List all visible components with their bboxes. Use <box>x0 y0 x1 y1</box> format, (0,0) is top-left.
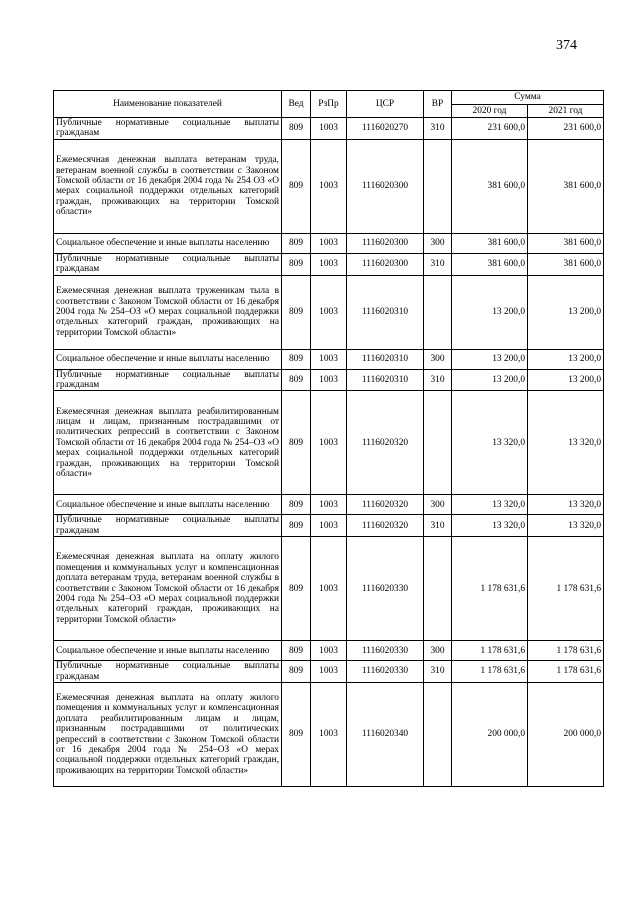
cell-rzpr: 1003 <box>311 683 347 787</box>
cell-vr: 300 <box>424 233 452 253</box>
cell-vr <box>424 391 452 495</box>
cell-ved: 809 <box>282 641 311 661</box>
cell-vr <box>424 139 452 233</box>
cell-rzpr: 1003 <box>311 233 347 253</box>
cell-2021: 1 178 631,6 <box>528 641 604 661</box>
table-row <box>54 515 604 537</box>
table-header <box>54 91 604 118</box>
table-row <box>54 253 604 275</box>
cell-name: Публичные нормативные социальные выплаты гражданам <box>54 661 282 683</box>
cell-vr: 300 <box>424 495 452 515</box>
cell-ved: 809 <box>282 275 311 349</box>
cell-ved: 809 <box>282 233 311 253</box>
cell-rzpr: 1003 <box>311 391 347 495</box>
table-row <box>54 641 604 661</box>
cell-rzpr: 1003 <box>311 537 347 641</box>
cell-name: Социальное обеспечение и иные выплаты населению <box>54 349 282 369</box>
cell-rzpr: 1003 <box>311 349 347 369</box>
table-row <box>54 233 604 253</box>
cell-2020: 200 000,0 <box>452 683 528 787</box>
cell-ved: 809 <box>282 515 311 537</box>
cell-csr: 1116020300 <box>347 139 424 233</box>
cell-2021: 13 320,0 <box>528 391 604 495</box>
cell-2021: 1 178 631,6 <box>528 661 604 683</box>
cell-vr: 310 <box>424 369 452 391</box>
cell-name: Социальное обеспечение и иные выплаты населению <box>54 495 282 515</box>
cell-csr: 1116020310 <box>347 275 424 349</box>
cell-name: Публичные нормативные социальные выплаты гражданам <box>54 118 282 140</box>
cell-name: Ежемесячная денежная выплата ветеранам труда, ветеранам военной службы в соответствии с Законом Томской области от 16 декабря 2004 года № 254 ОЗ «О мерах социальной поддержки отдельных категорий граждан, проживающих на территории Томской области» <box>54 139 282 233</box>
cell-name: Публичные нормативные социальные выплаты гражданам <box>54 369 282 391</box>
cell-csr: 1116020320 <box>347 515 424 537</box>
cell-vr <box>424 275 452 349</box>
cell-2020: 13 200,0 <box>452 349 528 369</box>
table-body <box>54 118 604 787</box>
cell-2020: 1 178 631,6 <box>452 641 528 661</box>
cell-vr <box>424 537 452 641</box>
header-year-2020: 2020 год <box>452 105 528 118</box>
cell-ved: 809 <box>282 495 311 515</box>
cell-2021: 381 600,0 <box>528 139 604 233</box>
cell-rzpr: 1003 <box>311 515 347 537</box>
cell-2021: 381 600,0 <box>528 233 604 253</box>
cell-2020: 381 600,0 <box>452 253 528 275</box>
cell-name: Ежемесячная денежная выплата труженикам тыла в соответствии с Законом Томской области от 16 декабря 2004 года № 254–ОЗ «О мерах социальной поддержки отдельных категорий граждан, проживающих на территории Томской области» <box>54 275 282 349</box>
table-row <box>54 139 604 233</box>
header-csr: ЦСР <box>347 91 424 118</box>
cell-csr: 1116020330 <box>347 641 424 661</box>
cell-csr: 1116020300 <box>347 253 424 275</box>
cell-ved: 809 <box>282 661 311 683</box>
cell-csr: 1116020330 <box>347 537 424 641</box>
cell-rzpr: 1003 <box>311 253 347 275</box>
cell-vr <box>424 683 452 787</box>
budget-table <box>53 90 604 787</box>
cell-rzpr: 1003 <box>311 641 347 661</box>
cell-name: Публичные нормативные социальные выплаты гражданам <box>54 253 282 275</box>
table-row <box>54 275 604 349</box>
cell-2021: 13 320,0 <box>528 515 604 537</box>
header-vr: ВР <box>424 91 452 118</box>
table-row <box>54 349 604 369</box>
cell-ved: 809 <box>282 139 311 233</box>
table-row <box>54 537 604 641</box>
header-ved: Вед <box>282 91 311 118</box>
cell-ved: 809 <box>282 369 311 391</box>
cell-2021: 231 600,0 <box>528 118 604 140</box>
cell-rzpr: 1003 <box>311 369 347 391</box>
cell-vr: 310 <box>424 118 452 140</box>
cell-2020: 381 600,0 <box>452 139 528 233</box>
cell-2021: 13 200,0 <box>528 369 604 391</box>
cell-rzpr: 1003 <box>311 118 347 140</box>
cell-rzpr: 1003 <box>311 661 347 683</box>
cell-csr: 1116020340 <box>347 683 424 787</box>
table-row <box>54 369 604 391</box>
table-row <box>54 683 604 787</box>
cell-2020: 1 178 631,6 <box>452 537 528 641</box>
cell-ved: 809 <box>282 391 311 495</box>
cell-name: Социальное обеспечение и иные выплаты населению <box>54 233 282 253</box>
cell-csr: 1116020320 <box>347 495 424 515</box>
cell-2021: 13 320,0 <box>528 495 604 515</box>
cell-csr: 1116020330 <box>347 661 424 683</box>
cell-rzpr: 1003 <box>311 139 347 233</box>
cell-2020: 13 320,0 <box>452 391 528 495</box>
cell-vr: 310 <box>424 253 452 275</box>
table-row <box>54 118 604 140</box>
cell-name: Ежемесячная денежная выплата на оплату жилого помещения и коммунальных услуг и компенсационная доплата реабилитированным лицам и лицам, признанным пострадавшими от политических репрессий в соответствии с Законом Томской области от 16 декабря 2004 года № 254–ОЗ «О мерах социальной поддержки отдельных категорий граждан, проживающих на территории Томской области» <box>54 683 282 787</box>
cell-vr: 310 <box>424 661 452 683</box>
cell-2020: 381 600,0 <box>452 233 528 253</box>
cell-name: Ежемесячная денежная выплата реабилитированным лицам и лицам, признанным пострадавшими от политических репрессий в соответствии с Законом Томской области от 16 декабря 2004 года № 254–ОЗ «О мерах социальной поддержки отдельных категорий граждан, проживающих на территории Томской области» <box>54 391 282 495</box>
cell-csr: 1116020270 <box>347 118 424 140</box>
cell-name: Публичные нормативные социальные выплаты гражданам <box>54 515 282 537</box>
cell-name: Социальное обеспечение и иные выплаты населению <box>54 641 282 661</box>
table-row <box>54 391 604 495</box>
cell-2021: 13 200,0 <box>528 275 604 349</box>
cell-2020: 13 320,0 <box>452 495 528 515</box>
cell-2020: 13 200,0 <box>452 275 528 349</box>
cell-ved: 809 <box>282 683 311 787</box>
header-sum: Сумма <box>452 91 604 105</box>
cell-csr: 1116020310 <box>347 349 424 369</box>
cell-rzpr: 1003 <box>311 495 347 515</box>
table-row <box>54 661 604 683</box>
cell-ved: 809 <box>282 349 311 369</box>
cell-csr: 1116020320 <box>347 391 424 495</box>
cell-2021: 381 600,0 <box>528 253 604 275</box>
cell-ved: 809 <box>282 118 311 140</box>
cell-2020: 13 320,0 <box>452 515 528 537</box>
cell-rzpr: 1003 <box>311 275 347 349</box>
table-row <box>54 495 604 515</box>
header-name: Наименование показателей <box>54 91 282 118</box>
cell-2020: 231 600,0 <box>452 118 528 140</box>
header-year-2021: 2021 год <box>528 105 604 118</box>
cell-2020: 13 200,0 <box>452 369 528 391</box>
cell-csr: 1116020300 <box>347 233 424 253</box>
page-number: 374 <box>556 38 577 53</box>
cell-2021: 13 200,0 <box>528 349 604 369</box>
cell-2021: 1 178 631,6 <box>528 537 604 641</box>
cell-vr: 300 <box>424 641 452 661</box>
cell-2020: 1 178 631,6 <box>452 661 528 683</box>
cell-name: Ежемесячная денежная выплата на оплату жилого помещения и коммунальных услуг и компенсационная доплата ветеранам труда, ветеранам военной службы в соответствии с Законом Томской области от 16 декабря 2004 года № 254–ОЗ «О мерах социальной поддержки отдельных категорий граждан, проживающих на территории Томской области» <box>54 537 282 641</box>
header-rzpr: РзПр <box>311 91 347 118</box>
cell-csr: 1116020310 <box>347 369 424 391</box>
cell-2021: 200 000,0 <box>528 683 604 787</box>
cell-vr: 310 <box>424 515 452 537</box>
cell-vr: 300 <box>424 349 452 369</box>
cell-ved: 809 <box>282 537 311 641</box>
cell-ved: 809 <box>282 253 311 275</box>
